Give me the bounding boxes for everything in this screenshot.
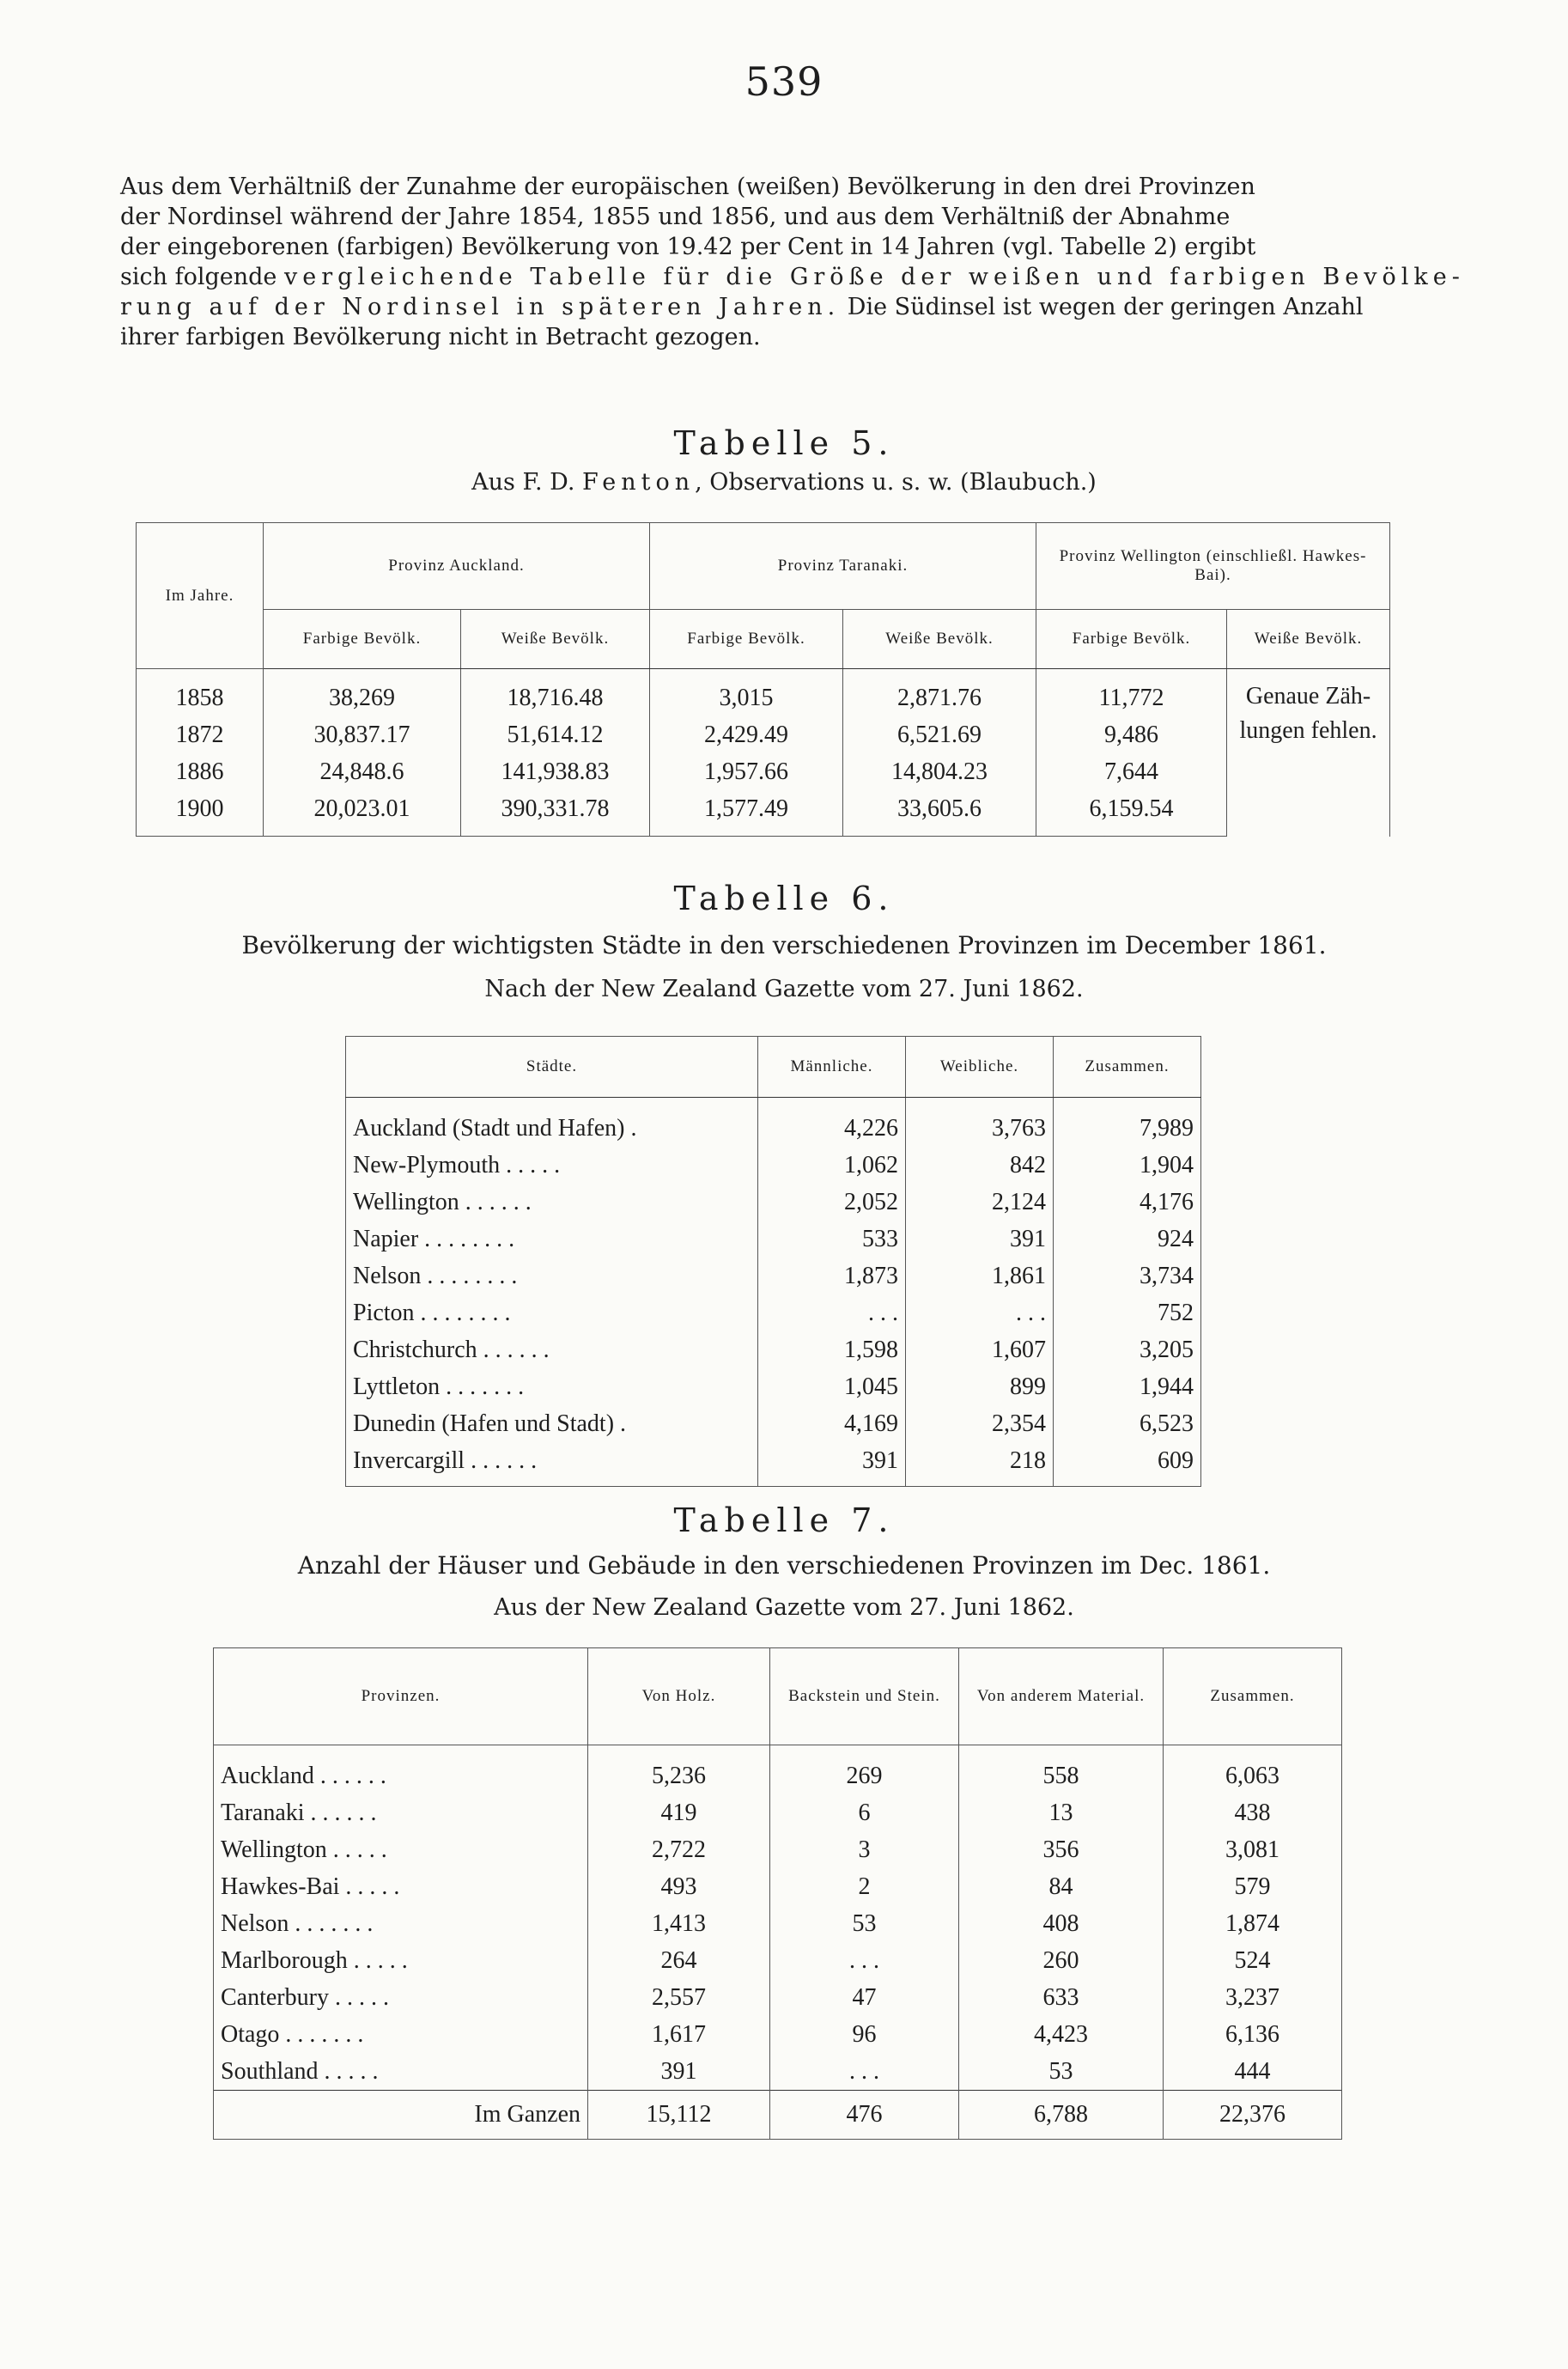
table6-cell: 2,124 — [906, 1184, 1054, 1221]
table7-cell: 13 — [959, 1794, 1164, 1831]
table7-province: Auckland . . . . . . — [214, 1745, 588, 1795]
table-row — [346, 1258, 1201, 1294]
table-row — [214, 1942, 1342, 1979]
table7-province: Marlborough . . . . . — [214, 1942, 588, 1979]
table6-cell: 752 — [1054, 1294, 1201, 1331]
table5-cell: 6,159.54 — [1036, 790, 1227, 837]
table-row — [346, 1405, 1201, 1442]
table7-cell: 3,237 — [1164, 1979, 1342, 2016]
intro-text: sich folgende — [120, 264, 284, 290]
table7-province: Nelson . . . . . . . — [214, 1905, 588, 1942]
table6-header: Städte. — [346, 1037, 758, 1098]
table-row — [214, 1979, 1342, 2016]
table5-cell: 3,015 — [650, 669, 843, 717]
table5-cell: 141,938.83 — [461, 753, 650, 790]
table6-city: Christchurch . . . . . . — [346, 1331, 758, 1368]
table6-cell: 6,523 — [1054, 1405, 1201, 1442]
table5-year: 1886 — [137, 753, 264, 790]
table5-cell: 51,614.12 — [461, 716, 650, 753]
table7-cell: 408 — [959, 1905, 1164, 1942]
table6-cell: 842 — [906, 1147, 1054, 1184]
table7-province: Otago . . . . . . . — [214, 2016, 588, 2053]
table5-year: 1858 — [137, 669, 264, 717]
table-row — [214, 1745, 1342, 1795]
table7-total-cell: 22,376 — [1164, 2091, 1342, 2140]
table6-header: Zusammen. — [1054, 1037, 1201, 1098]
intro-line: der eingeborenen (farbigen) Bevölkerung von 19.42 per Cent in 14 Jahren (vgl. Tabelle 2) ergibt — [120, 234, 1256, 260]
table7-cell: 444 — [1164, 2053, 1342, 2091]
table7-province: Wellington . . . . . — [214, 1831, 588, 1868]
table5-subheader-white: Weiße Bevölk. — [1227, 610, 1390, 669]
table6-cell: 2,052 — [758, 1184, 906, 1221]
table7-province: Taranaki . . . . . . — [214, 1794, 588, 1831]
table7-cell: 3,081 — [1164, 1831, 1342, 1868]
intro-emphasis: vergleichende Tabelle für die Größe der weißen und farbigen Bevölke- — [283, 264, 1465, 290]
table5-note: Genaue Zäh-lungen fehlen. — [1227, 669, 1390, 837]
table6-cell: 3,763 — [906, 1098, 1054, 1148]
intro-line — [120, 292, 1383, 322]
table7-title: Tabelle 7. — [673, 1501, 895, 1539]
table5-cell: 18,716.48 — [461, 669, 650, 717]
table7-cell: 438 — [1164, 1794, 1342, 1831]
table5-subheader-colored: Farbige Bevölk. — [1036, 610, 1227, 669]
table6-cell: 7,989 — [1054, 1098, 1201, 1148]
intro-emphasis: rung auf der Nordinsel in späteren Jahren. — [120, 294, 841, 320]
table5-province-header: Provinz Wellington (einschließl. Hawkes-Bai). — [1036, 523, 1390, 610]
table6-cell: 1,944 — [1054, 1368, 1201, 1405]
table5-cell: 1,957.66 — [650, 753, 843, 790]
table5-cell: 2,429.49 — [650, 716, 843, 753]
intro-line: Aus dem Verhältniß der Zunahme der europäischen (weißen) Bevölkerung in den drei Provinzen — [120, 174, 1255, 200]
table5-cell: 11,772 — [1036, 669, 1227, 717]
table-row — [137, 716, 1390, 753]
table5-source — [0, 469, 1568, 496]
table7-source: Aus der New Zealand Gazette vom 27. Juni 1862. — [494, 1594, 1074, 1621]
table6-cell: 4,176 — [1054, 1184, 1201, 1221]
table7-cell: 493 — [588, 1868, 770, 1905]
table6-header: Männliche. — [758, 1037, 906, 1098]
table5-title: Tabelle 5. — [673, 424, 895, 462]
intro-line — [120, 262, 1465, 292]
table7-cell: 6,063 — [1164, 1745, 1342, 1795]
table7-cell: 260 — [959, 1942, 1164, 1979]
table6-cell: 1,598 — [758, 1331, 906, 1368]
table6-cell: 4,169 — [758, 1405, 906, 1442]
table7 — [213, 1647, 1342, 2140]
table7-total-cell: 15,112 — [588, 2091, 770, 2140]
table7-cell: 1,617 — [588, 2016, 770, 2053]
table-row — [214, 1831, 1342, 1868]
table6-cell: 1,045 — [758, 1368, 906, 1405]
table5-source-suffix: , Observations u. s. w. (Blaubuch.) — [695, 469, 1097, 496]
table6-cell: 391 — [758, 1442, 906, 1487]
table6-cell: 2,354 — [906, 1405, 1054, 1442]
table6-city: Auckland (Stadt und Hafen) . — [346, 1098, 758, 1148]
table7-header: Von anderem Material. — [959, 1648, 1164, 1745]
table6-cell: 924 — [1054, 1221, 1201, 1258]
table7-cell: 3 — [770, 1831, 959, 1868]
table7-total-label: Im Ganzen — [214, 2091, 588, 2140]
table7-cell: 524 — [1164, 1942, 1342, 1979]
table-row — [346, 1368, 1201, 1405]
table6-city: Wellington . . . . . . — [346, 1184, 758, 1221]
table-row — [214, 1794, 1342, 1831]
table5-cell: 14,804.23 — [843, 753, 1036, 790]
table-row — [214, 2016, 1342, 2053]
table5-cell: 9,486 — [1036, 716, 1227, 753]
table5-source-prefix: Aus F. D. — [471, 469, 583, 496]
table-row — [346, 1184, 1201, 1221]
table7-cell: 84 — [959, 1868, 1164, 1905]
table-row — [214, 1868, 1342, 1905]
table-row — [137, 669, 1390, 717]
table6-cell: 533 — [758, 1221, 906, 1258]
table7-cell: . . . — [770, 1942, 959, 1979]
table5-cell: 20,023.01 — [264, 790, 461, 837]
table6-cell: 1,062 — [758, 1147, 906, 1184]
table6-city: Dunedin (Hafen und Stadt) . — [346, 1405, 758, 1442]
table7-cell: 579 — [1164, 1868, 1342, 1905]
table5-year: 1872 — [137, 716, 264, 753]
table7-cell: 264 — [588, 1942, 770, 1979]
table6-cell: 1,873 — [758, 1258, 906, 1294]
table-row — [346, 1442, 1201, 1487]
table6-cell: 609 — [1054, 1442, 1201, 1487]
table5-cell: 30,837.17 — [264, 716, 461, 753]
table-row — [346, 1221, 1201, 1258]
table5-cell: 24,848.6 — [264, 753, 461, 790]
table6-cell: . . . — [758, 1294, 906, 1331]
intro-line: ihrer farbigen Bevölkerung nicht in Betracht gezogen. — [120, 324, 761, 350]
page-number: 539 — [744, 58, 824, 105]
table7-province: Canterbury . . . . . — [214, 1979, 588, 2016]
table5-cell: 2,871.76 — [843, 669, 1036, 717]
table7-cell: 633 — [959, 1979, 1164, 2016]
intro-line: der Nordinsel während der Jahre 1854, 1855 und 1856, und aus dem Verhältniß der Abnahme — [120, 204, 1231, 230]
table7-cell: 356 — [959, 1831, 1164, 1868]
table7-cell: 6,136 — [1164, 2016, 1342, 2053]
table7-total-cell: 6,788 — [959, 2091, 1164, 2140]
table-row — [137, 790, 1390, 837]
table7-header: Zusammen. — [1164, 1648, 1342, 1745]
table6-title: Tabelle 6. — [673, 880, 895, 917]
table6 — [345, 1036, 1201, 1487]
table6-header: Weibliche. — [906, 1037, 1054, 1098]
table-row — [346, 1147, 1201, 1184]
table7-subtitle: Anzahl der Häuser und Gebäude in den verschiedenen Provinzen im Dec. 1861. — [297, 1551, 1271, 1580]
table5-year-header: Im Jahre. — [137, 523, 264, 669]
table7-cell: 419 — [588, 1794, 770, 1831]
table5-subheader-white: Weiße Bevölk. — [843, 610, 1036, 669]
table7-header: Backstein und Stein. — [770, 1648, 959, 1745]
table5-cell: 390,331.78 — [461, 790, 650, 837]
table-row — [346, 1331, 1201, 1368]
table-row — [346, 1098, 1201, 1148]
intro-paragraph — [120, 172, 1465, 352]
table-row — [214, 1905, 1342, 1942]
table7-cell: 2 — [770, 1868, 959, 1905]
table5-cell: 7,644 — [1036, 753, 1227, 790]
table7-cell: 558 — [959, 1745, 1164, 1795]
table7-header: Provinzen. — [214, 1648, 588, 1745]
table7-cell: 96 — [770, 2016, 959, 2053]
table6-city: New-Plymouth . . . . . — [346, 1147, 758, 1184]
table7-cell: 47 — [770, 1979, 959, 2016]
table5-year: 1900 — [137, 790, 264, 837]
table-row — [137, 753, 1390, 790]
table7-cell: 1,874 — [1164, 1905, 1342, 1942]
table7-total-cell: 476 — [770, 2091, 959, 2140]
table7-cell: 2,722 — [588, 1831, 770, 1868]
table7-cell: 2,557 — [588, 1979, 770, 2016]
table6-cell: 1,904 — [1054, 1147, 1201, 1184]
table6-city: Picton . . . . . . . . — [346, 1294, 758, 1331]
table7-province: Southland . . . . . — [214, 2053, 588, 2091]
table7-cell: . . . — [770, 2053, 959, 2091]
table5-cell: 33,605.6 — [843, 790, 1036, 837]
table7-cell: 391 — [588, 2053, 770, 2091]
table5-province-header: Provinz Auckland. — [264, 523, 650, 610]
table7-cell: 269 — [770, 1745, 959, 1795]
table7-cell: 53 — [959, 2053, 1164, 2091]
table6-city: Napier . . . . . . . . — [346, 1221, 758, 1258]
table6-subtitle: Bevölkerung der wichtigsten Städte in den verschiedenen Provinzen im December 1861. — [241, 931, 1327, 959]
table7-cell: 1,413 — [588, 1905, 770, 1942]
table5 — [136, 522, 1390, 837]
intro-text: Die Südinsel ist wegen der geringen Anzahl — [840, 294, 1364, 320]
table5-subheader-colored: Farbige Bevölk. — [650, 610, 843, 669]
table6-city: Invercargill . . . . . . — [346, 1442, 758, 1487]
table6-city: Nelson . . . . . . . . — [346, 1258, 758, 1294]
table6-cell: 4,226 — [758, 1098, 906, 1148]
table5-cell: 1,577.49 — [650, 790, 843, 837]
table7-province: Hawkes-Bai . . . . . — [214, 1868, 588, 1905]
table6-cell: 218 — [906, 1442, 1054, 1487]
table7-cell: 53 — [770, 1905, 959, 1942]
table6-cell: 391 — [906, 1221, 1054, 1258]
table7-header: Von Holz. — [588, 1648, 770, 1745]
table6-source: Nach der New Zealand Gazette vom 27. Juni 1862. — [484, 976, 1084, 1002]
table7-cell: 6 — [770, 1794, 959, 1831]
table6-cell: 899 — [906, 1368, 1054, 1405]
table5-cell: 38,269 — [264, 669, 461, 717]
table5-cell: 6,521.69 — [843, 716, 1036, 753]
table-row — [346, 1294, 1201, 1331]
table5-source-author: Fenton — [582, 469, 696, 496]
table6-cell: 3,734 — [1054, 1258, 1201, 1294]
table6-cell: 1,861 — [906, 1258, 1054, 1294]
table6-cell: 3,205 — [1054, 1331, 1201, 1368]
table7-cell: 5,236 — [588, 1745, 770, 1795]
table-row — [214, 2053, 1342, 2091]
table5-province-header: Provinz Taranaki. — [650, 523, 1036, 610]
table6-cell: 1,607 — [906, 1331, 1054, 1368]
table6-cell: . . . — [906, 1294, 1054, 1331]
table5-subheader-white: Weiße Bevölk. — [461, 610, 650, 669]
table7-cell: 4,423 — [959, 2016, 1164, 2053]
table7-total-row — [214, 2091, 1342, 2140]
table5-subheader-colored: Farbige Bevölk. — [264, 610, 461, 669]
table6-city: Lyttleton . . . . . . . — [346, 1368, 758, 1405]
